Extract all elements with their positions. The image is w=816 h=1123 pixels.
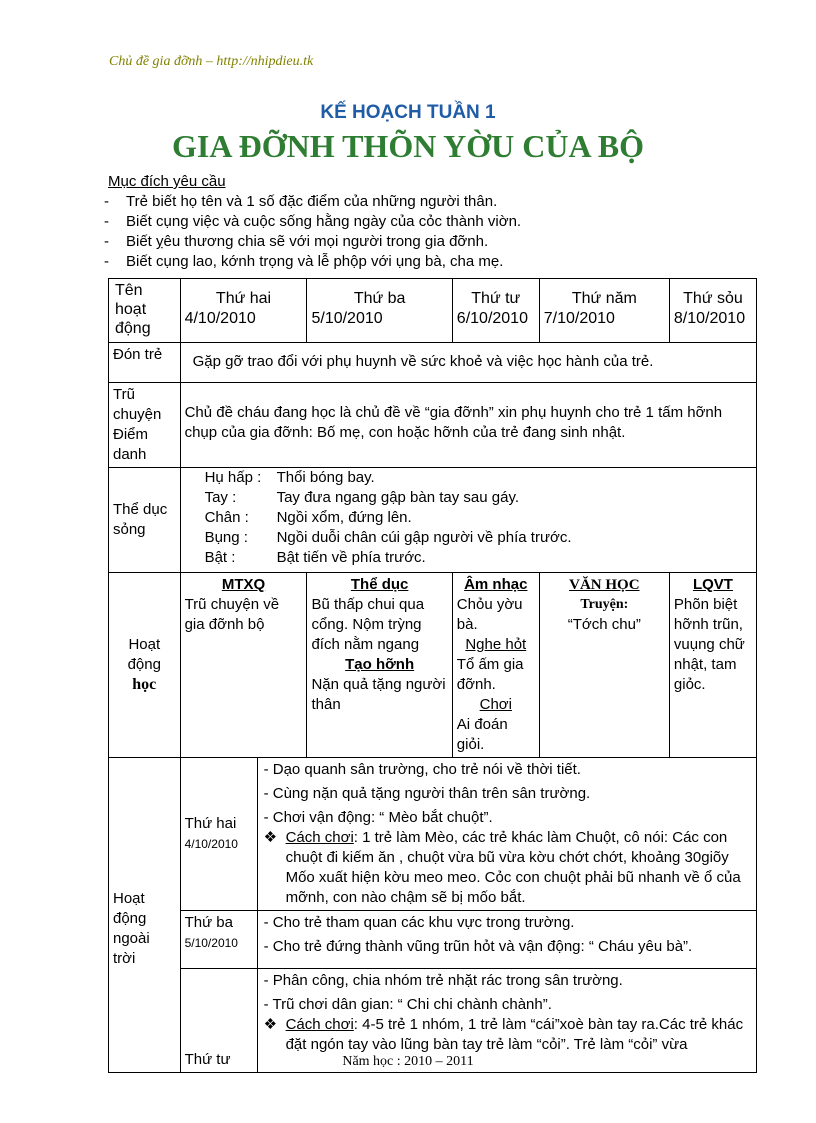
game-rule: ❖ Cách chơi: 4-5 trẻ 1 nhóm, 1 trẻ làm “cái”xoè bàn tay ra.Các trẻ khác đặt ngón tay vào lũng bàn tay trẻ làm “cỏi”. Trẻ làm “cỏi” vừa [263,1016,744,1053]
purpose-item: - Biết ỵêu thương chia sẽ với mọi người trong gia đỡnh. [102,232,521,252]
day-header-tue [307,279,452,343]
purpose-section [108,172,521,272]
purpose-item: - Biết cụng việc và cuộc sống hằng ngày của cỏc thành viờn. [102,212,521,232]
diamond-bullet-icon: ❖ [263,1016,278,1033]
game-rule: ❖ Cách chơi: 1 trẻ làm Mèo, các trẻ khác làm Chuột, cô nói: Các con chuột đi kiếm ăn , chuột vừa bũ vừa kờu chớt chớt, khoảng 30giõy Mốo xuất hiện kờu meo meo. Cỏc con chuột phải bũ nhanh về ổ của mỡnh, con nào chậm sẽ bị mốo bắt. [263,829,741,906]
row-label-tro-chuyen: Trũ chuyện Điểm danh [109,383,181,468]
purpose-title: Mục đích yêu cầu [108,173,226,190]
subject-mtxq: MTXQ Trũ chuyện về gia đỡnh bộ [180,573,307,758]
subject-the-duc: Thể dục Bũ thấp chui qua cổng. Nộm trỳng đích nằm ngang Tạo hỡnh Nặn quả tặng người thân [307,573,452,758]
day-header-wed [452,279,539,343]
ngoai-troi-content-wed: - Phân công, chia nhóm trẻ nhặt rác trong sân trường. - Trũ chơi dân gian: “ Chi chi chành chành”. ❖ Cách chơi: 4-5 trẻ 1 nhóm, 1 trẻ làm “cái”xoè bàn tay ra.Các trẻ khác đặt ngón tay vào lũng bàn tay trẻ làm “cỏi”. Trẻ làm “cỏi” vừa [257,969,756,1073]
day-date: 6/10/2010 [456,310,528,327]
row-label-ngoai-troi: Hoạt động ngoài trời [109,758,181,1073]
subject-lqvt: LQVT Phõn biệt hỡnh trũn, vuụng chữ nhật, tam giỏc. [669,573,756,758]
ngoai-troi-content-mon: - Dạo quanh sân trường, cho trẻ nói về thời tiết. - Cùng nặn quả tặng người thân trên sân trường. - Chơi vận động: “ Mèo bắt chuột”. ❖ Cách chơi: 1 trẻ làm Mèo, các trẻ khác làm Chuột, cô nói: Các con chuột đi kiếm ăn , chuột vừa bũ vừa kờu chớt chớt, khoảng 30giõy Mốo xuất hiện kờu meo meo. Cỏc con chuột phải bũ nhanh về ổ của mỡnh, con nào chậm sẽ bị mốo bắt. [257,758,756,911]
day-date: 7/10/2010 [543,310,615,327]
row-label-hoat-dong-hoc: Hoạt động học [109,573,181,758]
exercise-item: Chân : Ngồi xổm, đứng lên. [204,509,412,526]
table-row [109,911,757,969]
page-header: Chủ đề gia đỡnh – http://nhipdieu.tk [109,54,314,69]
purpose-item: - Trẻ biết họ tên và 1 số đặc điểm của những người thân. [102,192,521,212]
tro-chuyen-text: Chủ đề cháu đang học là chủ đề về “gia đỡnh” xin phụ huynh cho trẻ 1 tấm hỡnh chụp của gia đỡnh: Bố mẹ, con hoặc hỡnh của trẻ đang sinh nhật. [180,383,756,468]
subject-am-nhac: Âm nhạc Chỏu yờu bà. Nghe hỏt Tổ ấm gia đỡnh. Chơi Ai đoán giỏi. [452,573,539,758]
row-label-don-tre: Đón trẻ [109,343,181,383]
subject-van-hoc: VĂN HỌC Truyện: “Tớch chu” [539,573,669,758]
day-header-thu [539,279,669,343]
table-row [109,343,757,383]
day-name: Thứ tư [471,290,521,307]
day-name: Thứ ba [353,290,406,307]
table-row [109,758,757,911]
page-footer: Năm học : 2010 – 2011 [342,1054,474,1069]
day-header-fri [669,279,756,343]
purpose-item: - Biết cụng lao, kớnh trọng và lễ phộp với ụng bà, cha mẹ. [102,252,521,272]
day-name: Thứ năm [571,290,637,307]
ngoai-troi-day-mon: Thứ hai 4/10/2010 [180,758,257,911]
table-header-row [109,279,757,343]
exercise-item: Bụng : Ngồi duỗi chân cúi gập người về phía trước. [204,529,572,546]
ngoai-troi-day-tue: Thứ ba 5/10/2010 [180,911,257,969]
exercise-item: Hụ hấp : Thổi bóng bay. [204,469,375,486]
table-row [109,383,757,468]
day-name: Thứ sỏu [683,290,743,307]
day-date: 8/10/2010 [673,310,746,327]
day-header-mon [180,279,307,343]
ngoai-troi-content-tue: - Cho trẻ tham quan các khu vực trong trường. - Cho trẻ đứng thành vũng trũn hỏt và vận động: “ Cháu yêu bà”. [257,911,756,969]
table-row [109,468,757,573]
table-row [109,573,757,758]
day-date: 4/10/2010 [184,310,256,327]
exercise-item: Tay : Tay đưa ngang gập bàn tay sau gáy. [204,489,520,506]
exercise-item: Bật : Bật tiến về phía trước. [204,549,426,566]
day-name: Thứ hai [215,290,272,307]
the-duc-sang-list [180,468,756,573]
don-tre-text: Gặp gỡ trao đổi với phụ huynh về sức khoẻ và việc học hành của trẻ. [180,343,756,383]
plan-title: KẾ HOẠCH TUẦN 1 [320,102,496,123]
purpose-list [108,192,521,272]
ngoai-troi-day-wed: Thứ tư [180,969,257,1073]
diamond-bullet-icon: ❖ [263,829,278,846]
weekly-plan-table [108,278,757,1073]
day-date: 5/10/2010 [311,310,383,327]
theme-title: GIA ĐỠNH THÕN YỜU CỦA BỘ [171,128,645,164]
activity-column-header: Tên hoạt động [109,279,181,343]
row-label-the-duc-sang: Thể dục sỏng [109,468,181,573]
